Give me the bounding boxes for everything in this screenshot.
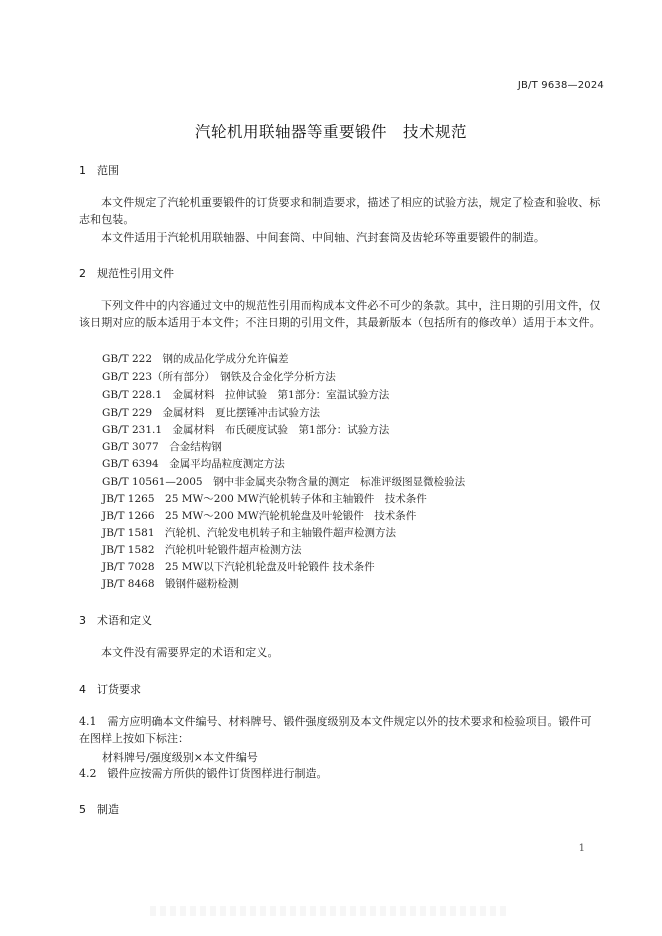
reference-item: JB/T 1265 25 MW～200 MW汽轮机转子体和主轴锻件 技术条件 (102, 493, 427, 505)
reference-item: JB/T 1266 25 MW～200 MW汽轮机轮盘及叶轮锻件 技术条件 (102, 510, 417, 522)
section-title: 订货要求 (97, 683, 141, 696)
document-title: 汽轮机用联轴器等重要锻件 技术规范 (194, 123, 467, 141)
ordering-clause-4-2: 4.2 锻件应按需方所供的锻件订货图样进行制造。 (79, 767, 328, 780)
ordering-clause-4-1: 4.1 需方应明确本文件编号、材料牌号、锻件强度级别及本文件规定以外的技术要求和检验项目。锻件可在图样上按如下标注： (79, 715, 592, 745)
section-title: 范围 (97, 164, 119, 177)
section-heading-terms (79, 612, 152, 628)
reference-item: GB/T 228.1 金属材料 拉伸试验 第1部分：室温试验方法 (102, 389, 390, 401)
document-code: JB/T 9638—2024 (517, 80, 604, 91)
section-number: 2 (79, 267, 86, 280)
reference-item: GB/T 223（所有部分） 钢铁及合金化学分析方法 (102, 371, 336, 383)
section-number: 1 (79, 164, 86, 177)
normative-intro: 下列文件中的内容通过文中的规范性引用而构成本文件必不可少的条款。其中，注日期的引用文件，仅该日期对应的版本适用于本文件；不注日期的引用文件，其最新版本（包括所有的修改单）适用于本文件。 (79, 299, 601, 329)
reference-item: JB/T 1581 汽轮机、汽轮发电机转子和主轴锻件超声检测方法 (102, 527, 397, 539)
section-title: 规范性引用文件 (97, 267, 174, 280)
section-heading-ordering (79, 681, 141, 697)
footer-watermark (150, 906, 510, 916)
reference-item: GB/T 3077 合金结构钢 (102, 441, 222, 453)
section-heading-manufacturing (79, 801, 119, 817)
section-number: 3 (79, 614, 86, 627)
reference-item: JB/T 8468 锻钢件磁粉检测 (102, 578, 239, 590)
reference-item: GB/T 222 钢的成品化学成分允许偏差 (102, 353, 289, 365)
section-title: 制造 (97, 803, 119, 816)
reference-item: JB/T 1582 汽轮机叶轮锻件超声检测方法 (102, 544, 302, 556)
reference-item: GB/T 6394 金属平均晶粒度测定方法 (102, 458, 285, 470)
reference-item: GB/T 231.1 金属材料 布氏硬度试验 第1部分：试验方法 (102, 424, 390, 436)
reference-item: JB/T 7028 25 MW以下汽轮机轮盘及叶轮锻件 技术条件 (102, 561, 375, 573)
section-heading-normative-references (79, 265, 174, 281)
marking-formula: 材料牌号/强度级别×本文件编号 (102, 751, 258, 764)
page-number: 1 (578, 843, 585, 854)
section-number: 5 (79, 803, 86, 816)
section-title: 术语和定义 (97, 614, 152, 627)
section-number: 4 (79, 683, 86, 696)
scope-paragraph-1: 本文件规定了汽轮机重要锻件的订货要求和制造要求，描述了相应的试验方法，规定了检查和验收、标志和包装。 (79, 196, 601, 226)
terms-paragraph: 本文件没有需要界定的术语和定义。 (101, 646, 279, 659)
section-heading-scope (79, 162, 119, 178)
reference-item: GB/T 229 金属材料 夏比摆锤冲击试验方法 (102, 407, 321, 419)
reference-item: GB/T 10561—2005 钢中非金属夹杂物含量的测定 标准评级图显微检验法 (102, 476, 466, 488)
scope-paragraph-2: 本文件适用于汽轮机用联轴器、中间套筒、中间轴、汽封套筒及齿轮环等重要锻件的制造。 (101, 231, 545, 244)
